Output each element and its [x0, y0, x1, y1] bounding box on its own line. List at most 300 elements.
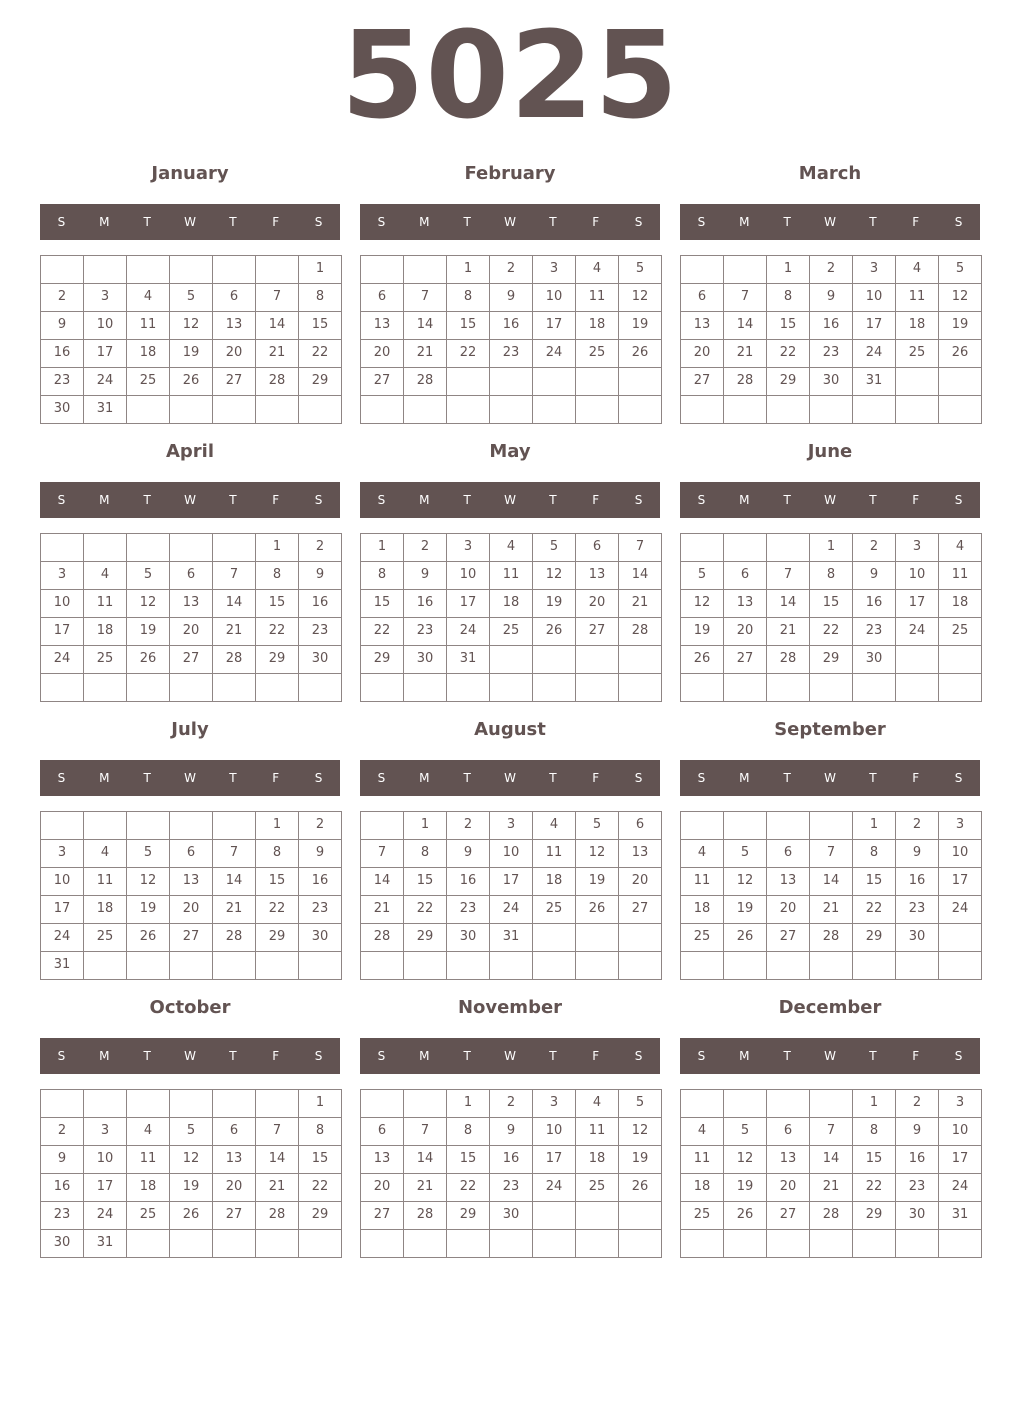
day-cell: 20: [360, 1173, 404, 1202]
day-cell: [809, 395, 853, 424]
weekday-label: T: [143, 1049, 151, 1063]
day-cell: 20: [360, 339, 404, 368]
weekday-label: M: [739, 1049, 750, 1063]
day-cell: 17: [83, 1173, 127, 1202]
day-cell: [489, 395, 533, 424]
day-cell: 25: [489, 617, 533, 646]
day-cell: [489, 673, 533, 702]
day-cell: 13: [618, 839, 662, 868]
day-cell: 19: [618, 311, 662, 340]
day-cell: 24: [895, 617, 939, 646]
day-cell: [255, 673, 299, 702]
day-cell: [938, 951, 982, 980]
day-cell: 24: [489, 895, 533, 924]
day-cell: 9: [446, 839, 490, 868]
day-cell: 2: [895, 811, 939, 840]
day-cell: 18: [575, 311, 619, 340]
day-cell: [680, 811, 724, 840]
day-cell: 17: [40, 617, 84, 646]
weekday-header: [360, 760, 660, 796]
day-cell: 20: [169, 895, 213, 924]
day-cell: 19: [723, 1173, 767, 1202]
day-cell: [575, 951, 619, 980]
day-cell: 14: [212, 589, 256, 618]
day-cell: 11: [532, 839, 576, 868]
day-cell: 8: [360, 561, 404, 590]
weekday-label: M: [419, 1049, 430, 1063]
day-cell: 4: [575, 255, 619, 284]
weekday-label: T: [229, 493, 237, 507]
day-cell: 22: [360, 617, 404, 646]
day-cell: 5: [618, 1089, 662, 1118]
day-cell: 10: [40, 589, 84, 618]
day-cell: 25: [680, 923, 724, 952]
day-cell: [126, 673, 170, 702]
day-cell: 28: [403, 1201, 447, 1230]
day-cell: [126, 255, 170, 284]
day-cell: 18: [938, 589, 982, 618]
day-cell: 9: [298, 839, 342, 868]
weekday-label: T: [463, 493, 471, 507]
day-cell: 8: [298, 1117, 342, 1146]
day-cell: 2: [852, 533, 896, 562]
day-cell: 1: [446, 1089, 490, 1118]
day-cell: 4: [83, 561, 127, 590]
day-cell: 10: [446, 561, 490, 590]
weekday-label: T: [143, 215, 151, 229]
day-cell: [852, 673, 896, 702]
day-cell: 25: [532, 895, 576, 924]
day-cell: 16: [40, 339, 84, 368]
day-cell: 9: [403, 561, 447, 590]
day-cell: [766, 1089, 810, 1118]
day-cell: 30: [403, 645, 447, 674]
day-cell: [446, 673, 490, 702]
day-cell: 5: [723, 1117, 767, 1146]
day-cell: 12: [680, 589, 724, 618]
weekday-label: M: [99, 215, 110, 229]
day-cell: [938, 923, 982, 952]
day-cell: 5: [169, 1117, 213, 1146]
day-cell: [680, 673, 724, 702]
day-cell: 15: [809, 589, 853, 618]
day-cell: 20: [680, 339, 724, 368]
weekday-label: F: [592, 771, 600, 785]
day-cell: 22: [255, 895, 299, 924]
day-cell: [575, 645, 619, 674]
day-cell: [723, 951, 767, 980]
day-cell: 31: [938, 1201, 982, 1230]
day-cell: [766, 395, 810, 424]
day-cell: 28: [212, 923, 256, 952]
day-grid: [680, 1089, 981, 1257]
day-cell: [680, 951, 724, 980]
day-cell: 5: [618, 255, 662, 284]
weekday-label: W: [824, 771, 836, 785]
day-cell: 6: [360, 1117, 404, 1146]
day-cell: 8: [403, 839, 447, 868]
day-cell: 11: [938, 561, 982, 590]
month-name: September: [774, 719, 886, 740]
weekday-label: S: [954, 1049, 963, 1063]
month-name: December: [778, 997, 882, 1018]
day-cell: 28: [212, 645, 256, 674]
day-cell: 26: [938, 339, 982, 368]
weekday-label: S: [377, 215, 386, 229]
day-cell: 25: [575, 339, 619, 368]
weekday-header: [360, 482, 660, 518]
weekday-label: W: [824, 493, 836, 507]
day-cell: 11: [575, 283, 619, 312]
day-cell: [446, 951, 490, 980]
day-cell: [360, 255, 404, 284]
day-cell: 29: [298, 367, 342, 396]
weekday-label: T: [549, 1049, 557, 1063]
day-cell: [360, 951, 404, 980]
day-cell: [532, 951, 576, 980]
day-cell: 3: [446, 533, 490, 562]
day-cell: 27: [766, 1201, 810, 1230]
day-cell: [723, 395, 767, 424]
day-cell: 5: [126, 839, 170, 868]
day-grid: [680, 533, 981, 701]
day-cell: 27: [212, 367, 256, 396]
day-cell: 30: [40, 395, 84, 424]
day-cell: 21: [403, 1173, 447, 1202]
day-cell: 26: [169, 1201, 213, 1230]
day-cell: 16: [895, 1145, 939, 1174]
day-cell: 8: [255, 561, 299, 590]
day-cell: [575, 1229, 619, 1258]
day-cell: [532, 1229, 576, 1258]
day-cell: 22: [766, 339, 810, 368]
day-cell: [575, 395, 619, 424]
day-cell: 7: [809, 839, 853, 868]
weekday-label: T: [869, 493, 877, 507]
day-cell: 10: [83, 1145, 127, 1174]
weekday-label: T: [783, 771, 791, 785]
weekday-label: S: [634, 771, 643, 785]
month-name: January: [151, 163, 229, 184]
weekday-label: M: [419, 771, 430, 785]
weekday-label: F: [912, 493, 920, 507]
day-cell: 19: [575, 867, 619, 896]
day-cell: 9: [809, 283, 853, 312]
day-cell: 21: [723, 339, 767, 368]
day-cell: [212, 1089, 256, 1118]
day-cell: 28: [255, 1201, 299, 1230]
day-cell: 23: [40, 1201, 84, 1230]
day-cell: 14: [360, 867, 404, 896]
day-cell: 22: [298, 339, 342, 368]
day-cell: [126, 811, 170, 840]
day-cell: 1: [298, 1089, 342, 1118]
day-cell: [255, 1089, 299, 1118]
day-cell: [618, 367, 662, 396]
day-cell: 21: [255, 1173, 299, 1202]
weekday-label: S: [57, 215, 66, 229]
day-grid: [40, 1089, 341, 1257]
day-cell: 18: [895, 311, 939, 340]
day-cell: [446, 395, 490, 424]
day-cell: [680, 1089, 724, 1118]
day-cell: 16: [489, 311, 533, 340]
day-cell: 15: [298, 311, 342, 340]
day-cell: 10: [895, 561, 939, 590]
day-cell: 12: [126, 867, 170, 896]
day-cell: [532, 367, 576, 396]
month-name: June: [807, 441, 853, 462]
day-cell: [446, 367, 490, 396]
day-cell: 26: [618, 1173, 662, 1202]
weekday-label: F: [912, 215, 920, 229]
day-cell: 23: [298, 617, 342, 646]
weekday-label: W: [184, 215, 196, 229]
day-cell: 25: [895, 339, 939, 368]
day-cell: [40, 255, 84, 284]
day-cell: 15: [255, 589, 299, 618]
day-cell: 15: [360, 589, 404, 618]
day-cell: 21: [809, 1173, 853, 1202]
day-cell: 10: [532, 283, 576, 312]
day-cell: 22: [852, 1173, 896, 1202]
day-cell: 19: [680, 617, 724, 646]
weekday-label: W: [184, 771, 196, 785]
day-cell: 26: [723, 923, 767, 952]
weekday-label: T: [549, 771, 557, 785]
day-cell: 29: [255, 923, 299, 952]
day-cell: [809, 673, 853, 702]
day-cell: [298, 1229, 342, 1258]
day-cell: [852, 951, 896, 980]
day-cell: 16: [403, 589, 447, 618]
day-cell: 6: [360, 283, 404, 312]
day-cell: [212, 533, 256, 562]
day-cell: [766, 673, 810, 702]
weekday-label: F: [272, 493, 280, 507]
day-cell: 10: [852, 283, 896, 312]
day-cell: [83, 951, 127, 980]
day-cell: [723, 533, 767, 562]
day-cell: [809, 951, 853, 980]
day-cell: 14: [618, 561, 662, 590]
day-cell: 15: [255, 867, 299, 896]
day-cell: 28: [809, 1201, 853, 1230]
day-cell: 22: [403, 895, 447, 924]
day-cell: 29: [852, 923, 896, 952]
day-cell: [618, 923, 662, 952]
day-cell: 30: [40, 1229, 84, 1258]
day-cell: [680, 1229, 724, 1258]
weekday-label: W: [504, 1049, 516, 1063]
weekday-label: T: [783, 493, 791, 507]
weekday-label: T: [549, 215, 557, 229]
day-cell: 23: [40, 367, 84, 396]
weekday-label: T: [869, 215, 877, 229]
day-cell: 2: [809, 255, 853, 284]
month-name: March: [798, 163, 862, 184]
day-cell: 17: [40, 895, 84, 924]
day-cell: 4: [680, 839, 724, 868]
day-cell: 8: [809, 561, 853, 590]
day-cell: 23: [852, 617, 896, 646]
weekday-label: M: [739, 215, 750, 229]
day-cell: 23: [809, 339, 853, 368]
day-cell: 18: [680, 1173, 724, 1202]
day-cell: 29: [403, 923, 447, 952]
day-cell: [489, 367, 533, 396]
month-name: May: [489, 441, 531, 462]
day-cell: 27: [766, 923, 810, 952]
day-cell: 6: [723, 561, 767, 590]
day-cell: [403, 1089, 447, 1118]
weekday-label: M: [419, 215, 430, 229]
day-cell: 23: [489, 339, 533, 368]
weekday-label: T: [463, 1049, 471, 1063]
day-cell: 13: [212, 1145, 256, 1174]
day-cell: 18: [575, 1145, 619, 1174]
day-cell: 9: [489, 283, 533, 312]
weekday-label: S: [314, 215, 323, 229]
day-cell: 15: [298, 1145, 342, 1174]
day-cell: 2: [40, 283, 84, 312]
day-cell: [938, 1229, 982, 1258]
day-cell: 3: [895, 533, 939, 562]
day-cell: 1: [766, 255, 810, 284]
day-cell: 13: [360, 311, 404, 340]
day-cell: 12: [575, 839, 619, 868]
day-grid: [360, 1089, 661, 1257]
day-cell: 5: [169, 283, 213, 312]
weekday-label: S: [697, 771, 706, 785]
day-cell: 3: [938, 1089, 982, 1118]
day-cell: 28: [723, 367, 767, 396]
day-cell: 2: [489, 1089, 533, 1118]
day-cell: 14: [403, 1145, 447, 1174]
day-cell: [360, 1229, 404, 1258]
day-cell: [489, 645, 533, 674]
day-cell: 17: [895, 589, 939, 618]
day-cell: 5: [938, 255, 982, 284]
month-name: February: [464, 163, 556, 184]
day-cell: 4: [532, 811, 576, 840]
day-cell: [575, 923, 619, 952]
weekday-label: S: [954, 215, 963, 229]
weekday-label: S: [57, 493, 66, 507]
weekday-header: [680, 1038, 980, 1074]
day-cell: 4: [575, 1089, 619, 1118]
day-cell: 13: [723, 589, 767, 618]
day-cell: [895, 951, 939, 980]
day-cell: [723, 1229, 767, 1258]
weekday-label: T: [143, 493, 151, 507]
day-cell: 6: [169, 561, 213, 590]
weekday-label: T: [229, 215, 237, 229]
day-cell: 2: [489, 255, 533, 284]
day-cell: 11: [126, 1145, 170, 1174]
day-cell: [895, 367, 939, 396]
day-cell: 7: [403, 283, 447, 312]
day-grid: [40, 811, 341, 979]
day-cell: 23: [489, 1173, 533, 1202]
weekday-label: T: [463, 215, 471, 229]
day-cell: [532, 923, 576, 952]
day-cell: 3: [852, 255, 896, 284]
day-cell: 28: [403, 367, 447, 396]
day-cell: 28: [255, 367, 299, 396]
day-cell: [403, 395, 447, 424]
day-grid: [360, 533, 661, 701]
day-cell: 4: [126, 1117, 170, 1146]
day-cell: [575, 673, 619, 702]
day-cell: 26: [680, 645, 724, 674]
weekday-label: S: [377, 1049, 386, 1063]
day-cell: 18: [126, 1173, 170, 1202]
weekday-label: S: [314, 771, 323, 785]
weekday-label: S: [954, 493, 963, 507]
day-cell: [680, 395, 724, 424]
day-cell: 14: [255, 1145, 299, 1174]
day-cell: 21: [809, 895, 853, 924]
day-cell: 13: [766, 867, 810, 896]
day-cell: [169, 673, 213, 702]
day-cell: 16: [40, 1173, 84, 1202]
weekday-label: W: [504, 215, 516, 229]
day-cell: 17: [938, 1145, 982, 1174]
day-cell: 2: [446, 811, 490, 840]
day-cell: [766, 951, 810, 980]
weekday-label: S: [697, 215, 706, 229]
weekday-label: M: [99, 771, 110, 785]
day-cell: 16: [298, 589, 342, 618]
day-cell: [360, 395, 404, 424]
weekday-header: [40, 482, 340, 518]
day-cell: [403, 1229, 447, 1258]
day-cell: 17: [489, 867, 533, 896]
day-cell: 26: [126, 645, 170, 674]
day-cell: 23: [446, 895, 490, 924]
weekday-label: M: [739, 493, 750, 507]
day-cell: 24: [852, 339, 896, 368]
weekday-header: [680, 760, 980, 796]
day-cell: 26: [723, 1201, 767, 1230]
day-cell: 4: [489, 533, 533, 562]
weekday-label: W: [504, 771, 516, 785]
day-cell: [809, 811, 853, 840]
weekday-label: M: [739, 771, 750, 785]
weekday-header: [40, 760, 340, 796]
day-cell: 5: [723, 839, 767, 868]
day-cell: [766, 533, 810, 562]
day-cell: [169, 951, 213, 980]
weekday-label: F: [592, 493, 600, 507]
weekday-label: F: [592, 215, 600, 229]
day-cell: 7: [766, 561, 810, 590]
month-name: April: [165, 441, 215, 462]
weekday-label: T: [143, 771, 151, 785]
day-cell: [126, 951, 170, 980]
day-cell: 24: [446, 617, 490, 646]
day-cell: 28: [809, 923, 853, 952]
day-cell: [83, 533, 127, 562]
day-cell: 26: [126, 923, 170, 952]
day-cell: 17: [852, 311, 896, 340]
day-cell: [575, 367, 619, 396]
weekday-label: S: [377, 493, 386, 507]
day-cell: 31: [852, 367, 896, 396]
day-cell: [360, 1089, 404, 1118]
day-cell: 19: [169, 1173, 213, 1202]
